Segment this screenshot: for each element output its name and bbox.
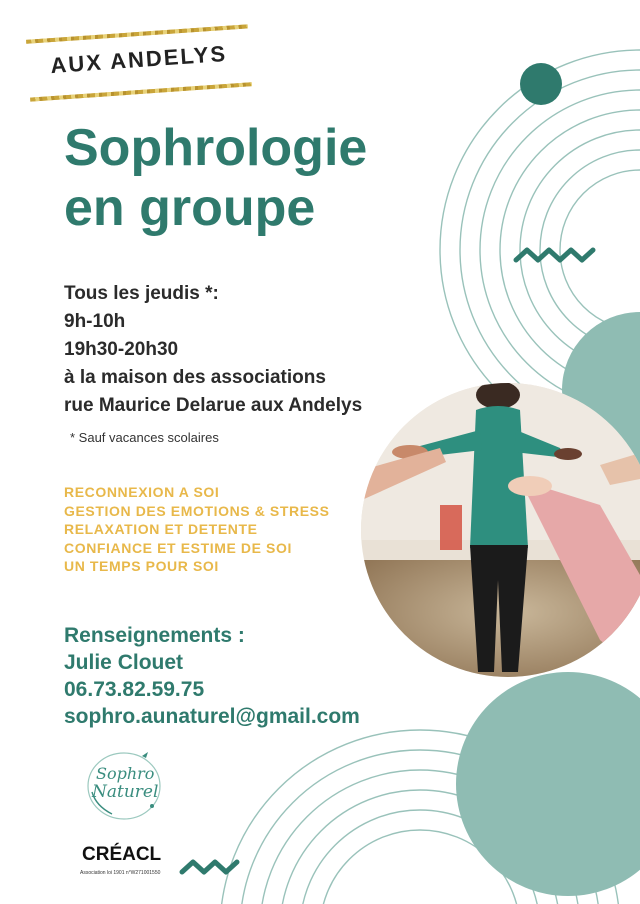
- benefit-item: RELAXATION ET DETENTE: [64, 521, 258, 537]
- creacl-logo-text: CRÉACL: [82, 844, 162, 865]
- schedule-line: Tous les jeudis *:: [64, 283, 219, 304]
- schedule-line: à la maison des associations: [64, 367, 326, 388]
- dark-dot: [520, 63, 562, 105]
- zigzag-top: [516, 250, 593, 260]
- page-title: [64, 118, 367, 238]
- schedule-block: [64, 280, 362, 420]
- contact-block: [64, 622, 360, 730]
- title-line-2: en groupe: [64, 179, 316, 237]
- title-line-1: Sophrologie: [64, 119, 368, 177]
- benefit-item: CONFIANCE ET ESTIME DE SOI: [64, 539, 292, 556]
- contact-name: Julie Clouet: [64, 651, 184, 674]
- sophro-naturel-logo: [82, 748, 166, 824]
- contact-heading: Renseignements :: [64, 624, 245, 647]
- schedule-line: 19h30-20h30: [64, 339, 179, 360]
- holiday-note: * Sauf vacances scolaires: [70, 430, 219, 445]
- schedule-line: rue Maurice Delarue aux Andelys: [64, 395, 363, 416]
- benefit-item: GESTION DES EMOTIONS & STRESS: [64, 502, 330, 519]
- benefit-item: UN TEMPS POUR SOI: [64, 558, 219, 574]
- logo-text-naturel: Naturel: [92, 782, 159, 802]
- bottom-teal-circle: [456, 672, 640, 896]
- creacl-logo-caption: Association loi 1901 n°W271001550: [80, 870, 161, 876]
- creacl-logo: [80, 838, 180, 882]
- contact-phone[interactable]: 06.73.82.59.75: [64, 678, 205, 701]
- benefit-item: RECONNEXION A SOI: [64, 484, 220, 500]
- logo-text-sophro: Sophro: [96, 764, 155, 783]
- zigzag-bottom: [182, 862, 237, 872]
- contact-email[interactable]: sophro.aunaturel@gmail.com: [64, 705, 360, 728]
- group-sophrology-photo: [360, 380, 640, 690]
- benefits-list: [64, 483, 330, 576]
- banner-text: AUX ANDELYS: [49, 40, 228, 79]
- schedule-line: 9h-10h: [64, 311, 126, 332]
